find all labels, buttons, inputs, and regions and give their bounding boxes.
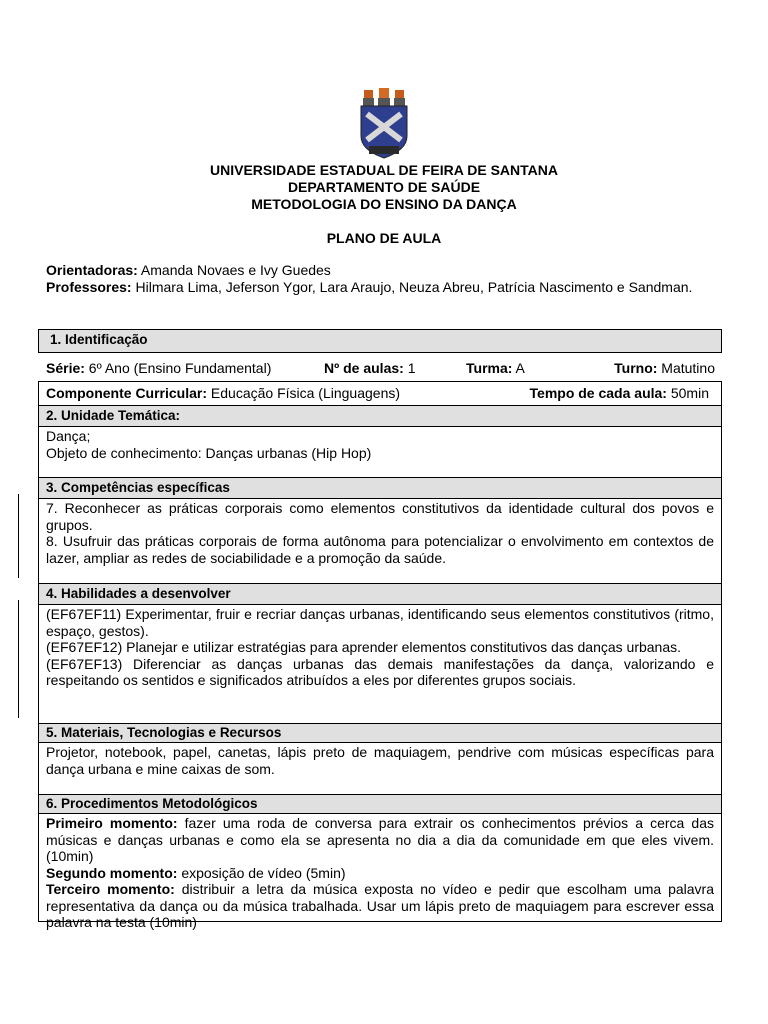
componente-value: Educação Física (Linguagens) — [207, 385, 401, 401]
identification-title: 1. Identificação — [39, 330, 721, 352]
competencias-title: 3. Competências específicas — [39, 478, 721, 499]
unidade-line: Objeto de conhecimento: Danças urbanas (Hip Hop) — [46, 444, 372, 461]
teachers-label: Professores: — [46, 279, 132, 295]
tempo-value: 50min — [666, 385, 709, 401]
tempo-field — [530, 382, 709, 404]
teachers-line — [46, 279, 715, 295]
step-label: Terceiro momento: — [46, 881, 175, 897]
procedimento-step — [46, 865, 714, 882]
turno-label: Turno: — [614, 360, 658, 376]
competencia-item: 8. Usufruir das práticas corporais de forma autônoma para potencializar o envolvimento em contextos de lazer, ampliar as redes de sociabilidade e a promoção da saúde. — [46, 533, 714, 566]
step-text: fazer uma roda de conversa para extrair os conhecimentos prévios a cerca das músicas e danças urbanas e como ela se apresenta no dia a dia da comunidade em que eles vivem. (10min) — [46, 815, 714, 864]
unidade-title: 2. Unidade Temática: — [39, 406, 721, 427]
margin-change-bar — [18, 600, 19, 718]
aulas-field — [324, 359, 416, 377]
turno-value: Matutino — [657, 360, 715, 376]
plan-table — [38, 381, 722, 930]
identification-section — [38, 329, 722, 353]
advisors-label: Orientadoras: — [46, 262, 138, 278]
step-text: exposição de vídeo (5min) — [177, 864, 346, 881]
course-name: METODOLOGIA DO ENSINO DA DANÇA — [251, 196, 517, 212]
procedimentos-content — [39, 814, 721, 933]
department-name: DEPARTAMENTO DE SAÚDE — [287, 179, 481, 195]
advisors-line — [46, 262, 715, 278]
serie-field — [46, 359, 271, 377]
margin-change-bar — [18, 494, 19, 578]
habilidade-item: (EF67EF13) Diferenciar as danças urbanas das demais manifestações da dança, valorizando e respeitando os sentidos e significados atribuídos a eles por diferentes grupos sociais. — [46, 655, 714, 688]
tempo-label: Tempo de cada aula: — [529, 385, 667, 401]
turma-field — [466, 359, 525, 377]
componente-row — [39, 382, 721, 406]
componente-field — [46, 385, 400, 401]
componente-label: Componente Curricular: — [46, 385, 208, 401]
habilidades-title: 4. Habilidades a desenvolver — [39, 584, 721, 605]
step-label: Primeiro momento: — [46, 815, 178, 831]
serie-value: 6º Ano (Ensino Fundamental) — [84, 360, 272, 376]
procedimentos-title: 6. Procedimentos Metodológicos — [39, 795, 721, 814]
competencia-item: 7. Reconhecer as práticas corporais como elementos constitutivos da identidade cultural dos povos e grupos. — [46, 500, 714, 533]
step-label: Segundo momento: — [46, 864, 178, 881]
competencias-content — [39, 499, 721, 584]
unidade-line: Dança; — [46, 428, 91, 444]
procedimento-step — [46, 815, 714, 865]
university-crest-icon — [355, 88, 413, 160]
turma-value: A — [512, 360, 525, 376]
step-text: distribuir a letra da música exposta no vídeo e pedir que escolham uma palavra representativa da dança ou da música trabalhada. Usar um lápis preto de maquiagem para escrever essa palavra na testa (10min) — [46, 881, 714, 930]
university-name: UNIVERSIDADE ESTADUAL DE FEIRA DE SANTANA — [210, 162, 558, 178]
materiais-content — [39, 743, 721, 795]
aulas-value: 1 — [403, 360, 416, 376]
advisors-value: Amanda Novaes e Ivy Guedes — [137, 262, 331, 278]
turma-label: Turma: — [466, 360, 513, 376]
materiais-text: Projetor, notebook, papel, canetas, lápis preto de maquiagem, pendrive com músicas específicas para dança urbana e mine caixas de som. — [46, 744, 714, 777]
habilidades-content — [39, 605, 721, 724]
aulas-label: Nº de aulas: — [324, 360, 404, 376]
unidade-content — [39, 427, 721, 478]
serie-label: Série: — [46, 360, 85, 376]
habilidade-item: (EF67EF11) Experimentar, fruir e recriar danças urbanas, identificando seus elementos constitutivos (ritmo, espaço, gestos). — [46, 606, 714, 639]
habilidade-item: (EF67EF12) Planejar e utilizar estratégias para aprender elementos constitutivos das danças urbanas. — [46, 639, 682, 655]
plan-title: PLANO DE AULA — [326, 230, 442, 246]
procedimento-step — [46, 881, 714, 931]
teachers-value: Hilmara Lima, Jeferson Ygor, Lara Araujo, Neuza Abreu, Patrícia Nascimento e Sandman. — [131, 279, 693, 295]
turno-field — [614, 359, 715, 377]
materiais-title: 5. Materiais, Tecnologias e Recursos — [39, 724, 721, 743]
identification-row — [46, 359, 715, 377]
